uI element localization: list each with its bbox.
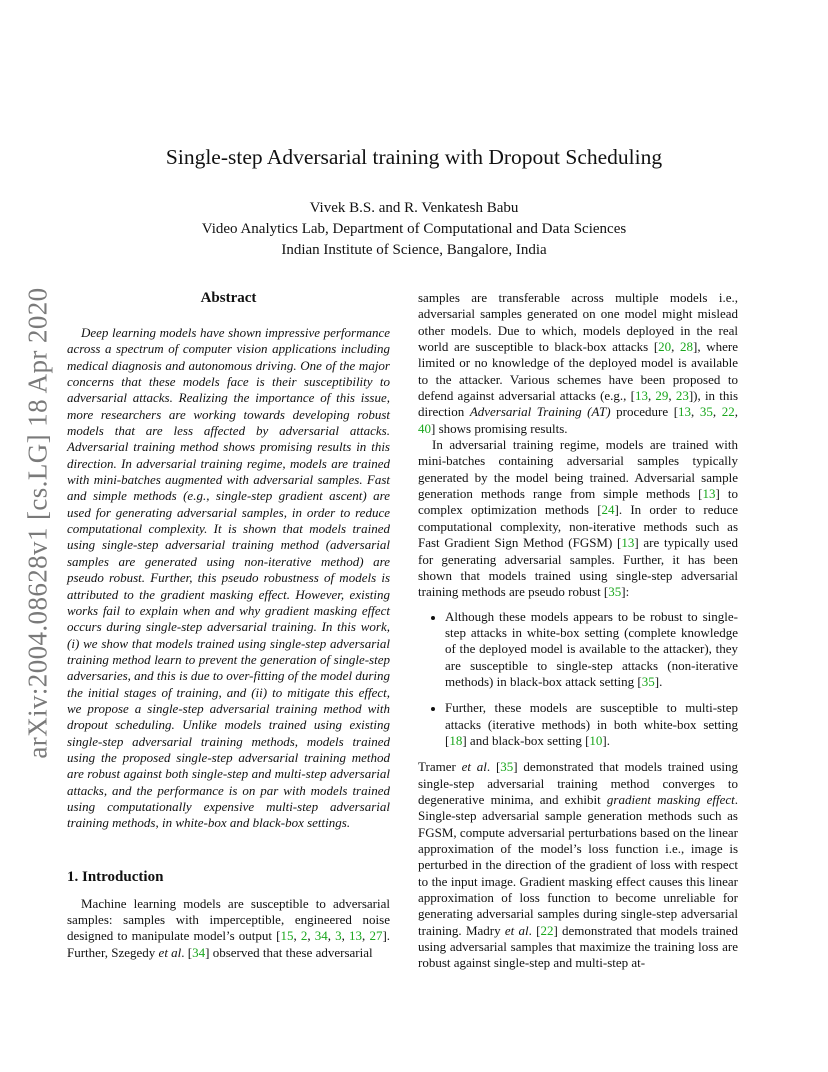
citation-link[interactable]: 23 [675, 388, 689, 404]
citation-link[interactable]: 34 [314, 928, 328, 944]
citation-link[interactable]: 18 [449, 732, 463, 748]
citation-link[interactable]: 35 [608, 584, 622, 600]
citation-link[interactable]: 35 [500, 759, 514, 775]
body-paragraph: Tramer et al. [35] demonstrated that models trained using single-step adversarial training method converges to degenerative minima, and exhibit gradient masking effect. Single-step adversarial sample generation methods such as FGSM, compute adversarial perturbations based on the linear approximation of the model’s loss function i.e., image is perturbed in the direction of the gradient of loss with respect to the input image. Gradient masking effect causes this linear approximation of loss function to become unreliable for generating adversarial samples during single-step adversarial training. Madry et al. [22] demonstrated that models trained using adversarial samples that maximize the training loss are robust against single-step and multi-step at- [418, 759, 739, 971]
paper-title: Single-step Adversarial training with Dropout Scheduling [165, 145, 663, 169]
institution-line: Indian Institute of Science, Bangalore, India [281, 242, 547, 258]
citation-link[interactable]: 34 [192, 944, 206, 960]
citation-link[interactable]: 13 [621, 535, 635, 551]
author-names: Vivek B.S. and R. Venkatesh Babu [309, 200, 519, 216]
arxiv-identifier-stamp [18, 283, 58, 763]
list-item: • Although these models appears to be robust to single-step attacks in white-box setting (complete knowledge of the deployed model is available to the attacker), they are susceptible to single-step attacks (non-iterative methods) in black-box attack setting [35]. [445, 609, 738, 691]
citation-link[interactable]: 29 [655, 388, 669, 404]
citation-link[interactable]: 13 [634, 388, 648, 404]
citation-link[interactable]: 20 [658, 339, 672, 355]
citation-link[interactable]: 28 [680, 339, 694, 355]
citation-link[interactable]: 22 [721, 404, 735, 420]
right-column [418, 290, 738, 972]
citation-link[interactable]: 13 [702, 486, 716, 502]
citation-link[interactable]: 24 [601, 502, 615, 518]
citation-link[interactable]: 3 [335, 928, 342, 944]
citation-link[interactable]: 2 [300, 928, 308, 944]
body-paragraph: samples are transferable across multiple models i.e., adversarial samples generated on one model might mislead other models. Due to which, models deployed in the real world are susceptible to black-box attacks [20, 28], where limited or no knowledge of the deployed model is available to the attacker. Various schemes have been proposed to defend against adversarial attacks (e.g., [13, 29, 23]), in this direction Adversarial Training (AT) procedure [13, 35, 22, 40] shows promising results. [418, 290, 739, 436]
abstract-heading: Abstract [200, 290, 257, 306]
citation-link[interactable]: 40 [418, 420, 431, 436]
citation-link[interactable]: 22 [540, 922, 554, 938]
left-column [67, 289, 390, 961]
section-heading-introduction: 1. Introduction [67, 868, 164, 885]
list-item: • Further, these models are susceptible to multi-step attacks (iterative methods) in both white-box setting [18] and black-box setting [10]. [445, 700, 738, 749]
bullet-list [418, 609, 738, 750]
abstract-text: Deep learning models have shown impressive performance across a spectrum of computer vision applications including medical diagnosis and autonomous driving. One of the major concerns that these models face is their susceptibility to adversarial attacks. Realizing the importance of this issue, more researchers are working towards developing robust models that are less affected by adversarial attacks. Adversarial training method shows promising results in this direction. In adversarial training regime, models are trained with mini-batches augmented with adversarial samples. Fast and simple methods (e.g., single-step gradient ascent) are used for generating adversarial samples, in order to reduce computational complexity. It is shown that models trained using single-step adversarial training method (adversarial samples are generated using non-iterative method) are pseudo robust. Further, this pseudo robustness of models is attributed to the gradient masking effect. However, existing works fail to explain when and why gradient masking effect occurs during single-step adversarial training. In this work, (i) we show that models trained using single-step adversarial training method learn to prevent the generation of single-step adversaries, and this is due to over-fitting of the model during the initial stages of training, and (ii) to mitigate this effect, we propose a single-step adversarial training method with dropout scheduling. Unlike models trained using existing single-step adversarial training methods, models trained using the proposed single-step adversarial training method are robust against both single-step and multi-step adversarial attacks, and the performance is on par with models trained using computationally expensive multi-step adversarial training methods, in white-box and black-box settings. [67, 325, 390, 831]
author-block [0, 198, 828, 261]
citation-link[interactable]: 15 [280, 928, 294, 944]
affiliation-line: Video Analytics Lab, Department of Computational and Data Sciences [201, 221, 627, 237]
body-paragraph: In adversarial training regime, models are trained with mini-batches containing adversarial samples typically generated by the model being trained. Adversarial sample generation methods range from simple methods [13] to complex optimization methods [24]. In order to reduce computational complexity, non-iterative methods such as Fast Gradient Sign Method (FGSM) [13] are typically used for generating adversarial samples. Further, it has been shown that models trained using single-step adversarial training methods are pseudo robust [35]: [418, 437, 739, 600]
citation-link[interactable]: 27 [369, 928, 383, 944]
arxiv-id-text: arXiv:2004.08628v1 [cs.LG] 18 Apr 2020 [22, 287, 53, 759]
citation-link[interactable]: 35 [641, 673, 655, 689]
citation-link[interactable]: 13 [349, 928, 363, 944]
citation-link[interactable]: 10 [589, 732, 603, 748]
citation-link[interactable]: 13 [678, 404, 692, 420]
citation-link[interactable]: 35 [699, 404, 713, 420]
intro-paragraph: Machine learning models are susceptible to adversarial samples: samples with imperceptible, engineered noise designed to manipulate model’s output [15, 2, 34, 3, 13, 27]. Further, Szegedy et al. [34] observed that these adversarial [67, 895, 391, 960]
